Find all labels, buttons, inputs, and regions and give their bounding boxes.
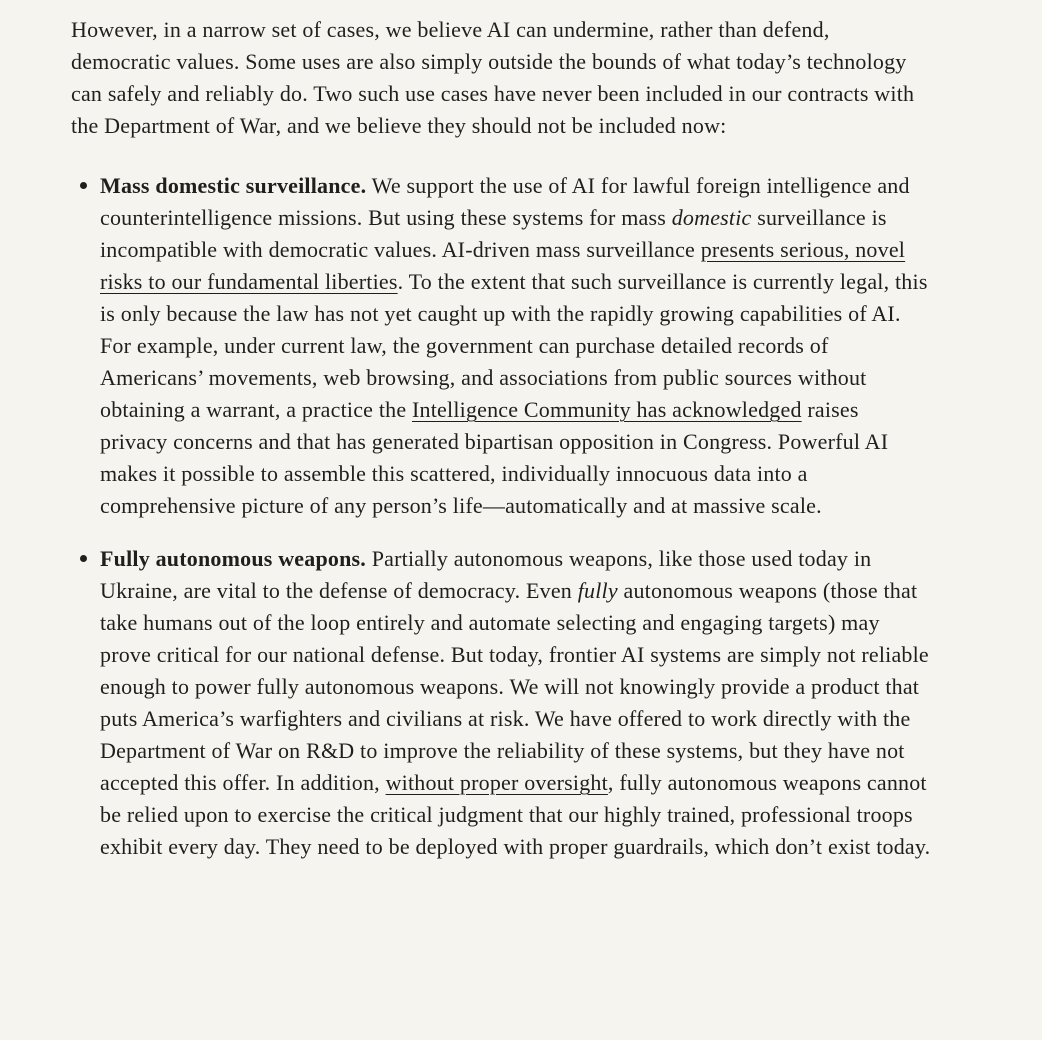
intro-paragraph [71,14,931,142]
text-run: autonomous weapons (those that take humans out of the loop entirely and automate selecting and engaging targets) may prove critical for our national defense. But today, frontier AI systems are simply not reliable enough to power fully autonomous weapons. We will not knowingly provide a product that puts America’s warfighters and civilians at risk. We have offered to work directly with the Department of War on R&D to improve the reliability of these systems, but they have not accepted this offer. In addition, [100,578,929,795]
text-run: raises privacy concerns and that has generated bipartisan opposition in Congress. Powerful AI makes it possible to assemble this scattered, individually innocuous data into a comprehensive picture of any person’s life—automatically and at massive scale. [100,397,889,518]
text-run: Partially autonomous weapons, like those used today in Ukraine, are vital to the defense of democracy. Even [100,546,872,603]
text-run: , fully autonomous weapons cannot be relied upon to exercise the critical judgment that our highly trained, professional troops exhibit every day. They need to be deployed with proper guardrails, which don’t exist today. [100,770,931,859]
text-run: . To the extent that such surveillance is currently legal, this is only because the law has not yet caught up with the rapidly growing capabilities of AI. For example, under current law, the government can purchase detailed records of Americans’ movements, web browsing, and associations from public sources without obtaining a warrant, a practice the [100,269,928,422]
text-run: surveillance is incompatible with democratic values. AI-driven mass surveillance [100,205,887,262]
bold-lead-text: Fully autonomous weapons. [100,546,367,571]
italic-text: domestic [671,205,752,230]
text-run: However, in a narrow set of cases, we believe AI can undermine, rather than defend, democratic values. Some uses are also simply outside the bounds of what today’s technology can safely and reliably do. Two such use cases have never been included in our contracts with the Department of War, and we believe they should not be included now: [71,17,915,138]
link-surveillance-risks[interactable]: presents serious, novel risks to our fundamental liberties [100,237,906,294]
list-item-mass-domestic-surveillance [71,170,931,522]
list-item-text [100,546,930,859]
list-item-text [100,173,928,518]
text-run: We support the use of AI for lawful foreign intelligence and counterintelligence missions. But using these systems for mass [100,173,910,230]
italic-text: fully [577,578,618,603]
excluded-use-cases-list [71,170,931,863]
bullet-icon [80,555,87,562]
list-item-fully-autonomous-weapons [71,543,931,863]
bullet-icon [80,182,87,189]
link-intelligence-community-acknowledged[interactable]: Intelligence Community has acknowledged [412,397,802,422]
bold-lead-text: Mass domestic surveillance. [100,173,367,198]
link-without-proper-oversight[interactable]: without proper oversight [385,770,608,795]
